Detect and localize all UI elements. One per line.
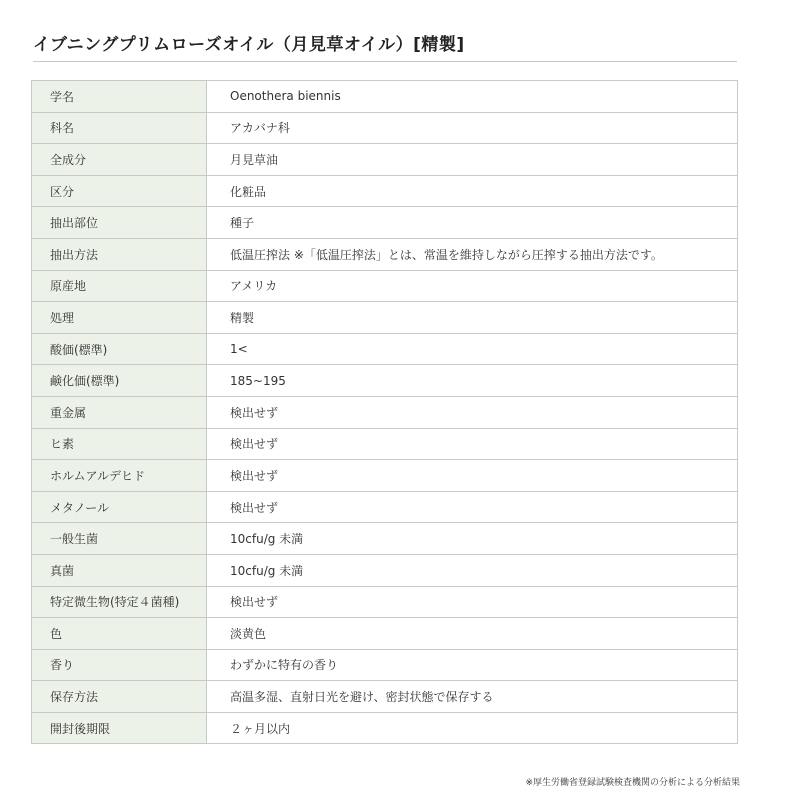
row-label: 原産地 [32, 270, 207, 302]
row-label: 区分 [32, 175, 207, 207]
table-row [32, 365, 738, 397]
row-label: 開封後期限 [32, 712, 207, 744]
row-label: 全成分 [32, 144, 207, 176]
table-row [32, 428, 738, 460]
row-value: 10cfu/g 未満 [207, 523, 738, 555]
table-row [32, 649, 738, 681]
table-row [32, 396, 738, 428]
row-label: 抽出部位 [32, 207, 207, 239]
table-row [32, 460, 738, 492]
row-value: 低温圧搾法 ※「低温圧搾法」とは、常温を維持しながら圧搾する抽出方法です。 [207, 238, 738, 270]
table-row [32, 81, 738, 113]
row-label: 色 [32, 618, 207, 650]
row-value: アメリカ [207, 270, 738, 302]
table-row [32, 207, 738, 239]
analysis-footnote: ※厚生労働省登録試験検査機関の分析による分析結果 [525, 778, 740, 788]
table-row [32, 491, 738, 523]
row-value: 化粧品 [207, 175, 738, 207]
row-value: 淡黄色 [207, 618, 738, 650]
row-value: 検出せず [207, 586, 738, 618]
table-row [32, 302, 738, 334]
page-title: イブニングプリムローズオイル（月見草オイル）[精製] [33, 35, 465, 55]
row-value: 月見草油 [207, 144, 738, 176]
row-label: ホルムアルデヒド [32, 460, 207, 492]
table-row [32, 270, 738, 302]
row-label: 真菌 [32, 554, 207, 586]
table-row [32, 523, 738, 555]
row-value: 10cfu/g 未満 [207, 554, 738, 586]
table-row [32, 175, 738, 207]
row-label: 鹸化価(標準) [32, 365, 207, 397]
row-value: 種子 [207, 207, 738, 239]
table-row [32, 554, 738, 586]
row-value: 高温多湿、直射日光を避け、密封状態で保存する [207, 681, 738, 713]
row-label: 香り [32, 649, 207, 681]
row-label: 抽出方法 [32, 238, 207, 270]
row-label: ヒ素 [32, 428, 207, 460]
table-row [32, 712, 738, 744]
table-row [32, 238, 738, 270]
row-label: 酸価(標準) [32, 333, 207, 365]
row-value: 検出せず [207, 491, 738, 523]
row-value: 185~195 [207, 365, 738, 397]
row-label: 重金属 [32, 396, 207, 428]
row-label: 一般生菌 [32, 523, 207, 555]
table-row [32, 112, 738, 144]
table-row [32, 144, 738, 176]
row-value: アカバナ科 [207, 112, 738, 144]
row-value: 精製 [207, 302, 738, 334]
row-value: 1< [207, 333, 738, 365]
row-label: メタノール [32, 491, 207, 523]
row-label: 学名 [32, 81, 207, 113]
row-value: 検出せず [207, 428, 738, 460]
row-value: わずかに特有の香り [207, 649, 738, 681]
row-value: ２ヶ月以内 [207, 712, 738, 744]
row-value: 検出せず [207, 460, 738, 492]
table-row [32, 586, 738, 618]
table-row [32, 681, 738, 713]
row-label: 処理 [32, 302, 207, 334]
title-divider [33, 61, 737, 62]
row-label: 保存方法 [32, 681, 207, 713]
spec-table [31, 80, 738, 744]
row-label: 科名 [32, 112, 207, 144]
row-value: 検出せず [207, 396, 738, 428]
row-label: 特定微生物(特定４菌種) [32, 586, 207, 618]
table-row [32, 618, 738, 650]
table-row [32, 333, 738, 365]
row-value: Oenothera biennis [207, 81, 738, 113]
